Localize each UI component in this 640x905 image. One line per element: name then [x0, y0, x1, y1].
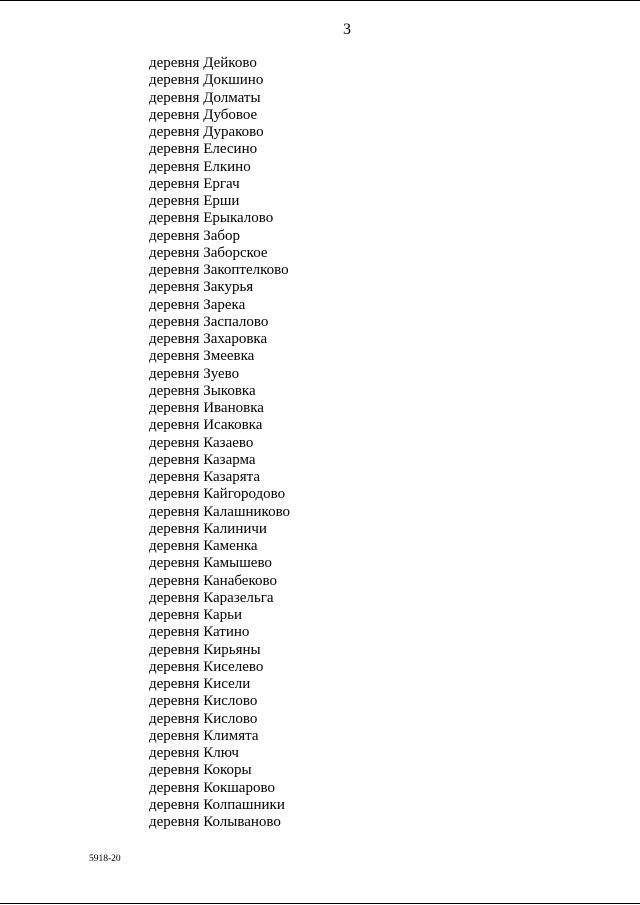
- village-list-item: деревня Зуево: [149, 365, 240, 382]
- village-list: [149, 55, 290, 831]
- village-list-item: деревня Исаковка: [149, 417, 263, 434]
- top-edge-line: [0, 0, 640, 1]
- village-list-item: деревня Захаровка: [149, 331, 268, 347]
- village-list-item: деревня Елесино: [149, 141, 258, 158]
- village-list-item: деревня Дейково: [149, 55, 257, 71]
- village-list-item: деревня Ерши: [149, 193, 240, 209]
- village-list-item: деревня Кайгородово: [149, 486, 286, 503]
- village-list-item: деревня Карьи: [149, 607, 243, 623]
- village-list-item: деревня Колпашники: [149, 796, 285, 813]
- document-code: 5918-20: [89, 854, 121, 864]
- village-list-item: деревня Елкино: [149, 158, 251, 175]
- village-list-item: деревня Докшино: [149, 72, 264, 89]
- village-list-item: деревня Ерыкалово: [149, 210, 274, 227]
- village-list-item: деревня Закурья: [149, 279, 254, 296]
- village-list-item: деревня Кисели: [149, 676, 251, 692]
- village-list-item: деревня Казаево: [149, 434, 254, 451]
- village-list-item: деревня Ергач: [149, 175, 240, 192]
- village-list-item: деревня Ивановка: [149, 400, 264, 416]
- village-list-item: деревня Кокоры: [149, 762, 252, 779]
- village-list-item: деревня Змеевка: [149, 348, 255, 365]
- village-list-item: деревня Калиничи: [149, 520, 267, 537]
- bottom-edge-line: [0, 903, 640, 904]
- village-list-item: деревня Дураково: [149, 124, 264, 140]
- village-list-item: деревня Кокшарово: [149, 779, 275, 796]
- village-list-item: деревня Заборское: [149, 244, 268, 261]
- village-list-item: деревня Дубовое: [149, 106, 258, 123]
- village-list-item: деревня Киселево: [149, 658, 264, 675]
- village-list-item: деревня Зарека: [149, 296, 246, 313]
- village-list-item: деревня Калашниково: [149, 503, 291, 520]
- village-list-item: деревня Зыковка: [149, 382, 256, 399]
- village-list-item: деревня Закоптелково: [149, 262, 289, 278]
- village-list-item: деревня Казарма: [149, 451, 256, 468]
- village-list-item: деревня Каменка: [149, 538, 258, 554]
- village-list-item: деревня Колываново: [149, 814, 281, 830]
- village-list-item: деревня Каразельга: [149, 589, 274, 606]
- village-list-item: деревня Камышево: [149, 555, 272, 572]
- village-list-item: деревня Катино: [149, 624, 250, 641]
- village-list-item: деревня Канабеково: [149, 572, 277, 589]
- village-list-item: деревня Забор: [149, 227, 241, 244]
- village-list-item: деревня Климята: [149, 727, 259, 744]
- village-list-item: деревня Ключ: [149, 745, 239, 761]
- page-number: 3: [343, 21, 351, 38]
- village-list-item: деревня Долматы: [149, 89, 261, 106]
- village-list-item: деревня Заспалово: [149, 313, 269, 330]
- village-list-item: деревня Кислово: [149, 710, 258, 727]
- village-list-item: деревня Кислово: [149, 693, 258, 710]
- village-list-item: деревня Казарята: [149, 469, 261, 485]
- village-list-item: деревня Кирьяны: [149, 641, 261, 658]
